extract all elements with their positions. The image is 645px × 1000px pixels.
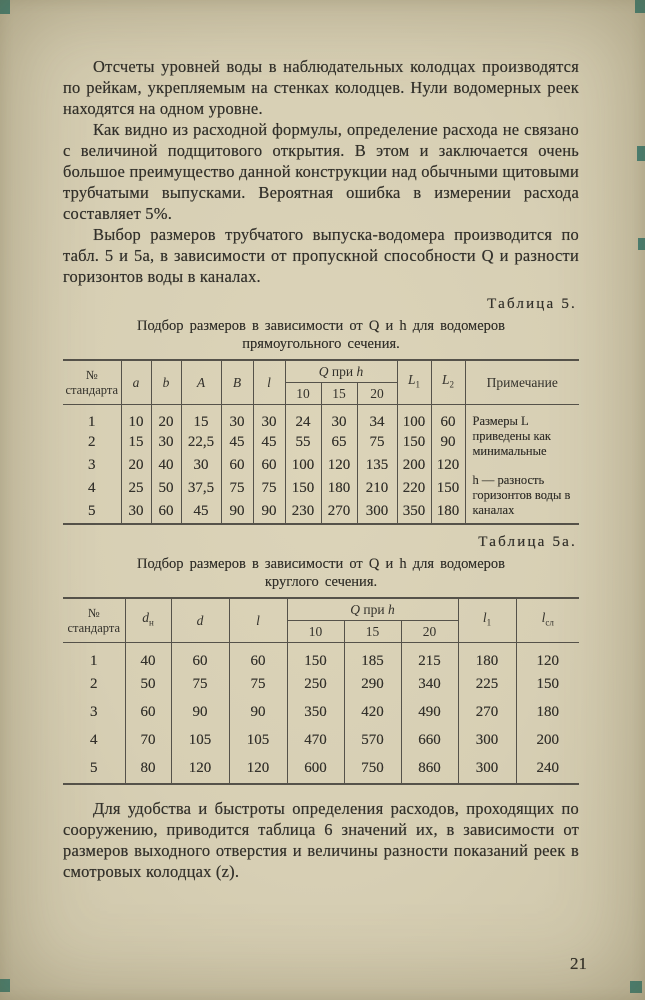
table-cell: 40 bbox=[151, 454, 181, 477]
paragraph: Выбор размеров трубчатого выпуска-водомера производится по табл. 5 и 5а, в зависимости от пропускной способности Q и разности горизонтов воды в каналах. bbox=[63, 225, 579, 286]
table-cell: 180 bbox=[321, 477, 357, 500]
table5a-head bbox=[63, 599, 579, 643]
col-header-B: B bbox=[221, 361, 253, 405]
col-header-q-group bbox=[285, 361, 397, 383]
caption-line: круглого сечения. bbox=[264, 573, 378, 590]
col-header-dn: $d_н$ bbox=[125, 599, 171, 643]
table-cell: 660 bbox=[401, 727, 458, 755]
table-cell: 75 bbox=[171, 671, 229, 699]
table-cell: 270 bbox=[458, 699, 516, 727]
table5-body bbox=[63, 405, 579, 524]
table-cell: 750 bbox=[344, 755, 401, 783]
table-cell: 75 bbox=[357, 431, 397, 454]
table-cell: 40 bbox=[125, 643, 171, 671]
table-cell: 250 bbox=[287, 671, 344, 699]
table-cell: 45 bbox=[221, 431, 253, 454]
col-header-A: A bbox=[181, 361, 221, 405]
table-cell: 37,5 bbox=[181, 477, 221, 500]
table-cell: 490 bbox=[401, 699, 458, 727]
table-cell: 3 bbox=[63, 454, 121, 477]
table-cell: 34 bbox=[357, 405, 397, 432]
h-symbol: h bbox=[356, 364, 364, 379]
table-cell: 150 bbox=[287, 643, 344, 671]
table-cell: 30 bbox=[253, 405, 285, 432]
table-cell: 420 bbox=[344, 699, 401, 727]
table5a-caption bbox=[63, 556, 579, 591]
page-number: 21 bbox=[570, 954, 587, 973]
col-header-l1: $l_1$ bbox=[458, 599, 516, 643]
table-cell: 1 bbox=[63, 643, 125, 671]
table-cell: 65 bbox=[321, 431, 357, 454]
table-cell: 30 bbox=[121, 500, 151, 523]
table-cell: 22,5 bbox=[181, 431, 221, 454]
q-symbol: Q bbox=[318, 364, 329, 379]
col-header-L1: $L_1$ bbox=[397, 361, 431, 405]
table-cell: 2 bbox=[63, 671, 125, 699]
table-cell: 4 bbox=[63, 727, 125, 755]
table-cell: 60 bbox=[125, 699, 171, 727]
paragraph: Отсчеты уровней воды в наблюдательных колодцах производятся по рейкам, укрепляемым на стенках колодцев. Нули водомерных реек находятся на одном уровне. bbox=[63, 57, 579, 118]
table-cell: 105 bbox=[171, 727, 229, 755]
table-cell: 300 bbox=[458, 727, 516, 755]
table-cell: 230 bbox=[285, 500, 321, 523]
col-header-b: b bbox=[151, 361, 181, 405]
caption-line: Подбор размеров в зависимости от Q и h для водомеров bbox=[136, 556, 506, 572]
table-row bbox=[63, 755, 579, 783]
table-cell: 100 bbox=[397, 405, 431, 432]
col-header-q20: 20 bbox=[357, 383, 397, 405]
caption-line: Подбор размеров в зависимости от Q и h для водомеров bbox=[136, 318, 506, 334]
table-cell: 120 bbox=[536, 652, 559, 669]
table5 bbox=[63, 359, 579, 525]
table-cell: 150 bbox=[397, 431, 431, 454]
table-cell: 120 bbox=[229, 755, 287, 783]
col-header-q15: 15 bbox=[344, 621, 401, 643]
table-cell: 120 bbox=[171, 755, 229, 783]
table-row bbox=[63, 405, 579, 432]
table-cell: 290 bbox=[344, 671, 401, 699]
col-header-l: l bbox=[253, 361, 285, 405]
table-note-cell bbox=[465, 405, 579, 524]
table-cell: 30 bbox=[221, 405, 253, 432]
table-cell: 60 bbox=[151, 500, 181, 523]
table-row bbox=[63, 643, 579, 671]
col-header-standard: № стандарта bbox=[63, 361, 121, 405]
note-text: h — разность горизонтов воды в каналах bbox=[472, 473, 571, 517]
closing-paragraph: Для удобства и быстроты определения расходов, проходящих по сооружению, приводится таблица 6 значений их, в зависимости от размеров выходного отверстия и величины разности показаний реек в смотровых колодцах (z). bbox=[63, 798, 579, 881]
table-cell: 90 bbox=[440, 434, 456, 450]
table5a-label: Таблица 5а. bbox=[478, 534, 577, 550]
scan-artifact bbox=[630, 981, 642, 993]
table-cell: 180 bbox=[536, 704, 559, 720]
table-cell: 4 bbox=[63, 477, 121, 500]
table-cell: 2 bbox=[63, 431, 121, 454]
table5-head bbox=[63, 361, 579, 405]
table-cell: 100 bbox=[285, 454, 321, 477]
table-cell: 60 bbox=[431, 405, 465, 432]
table-cell: 90 bbox=[229, 699, 287, 727]
table-cell: 75 bbox=[229, 671, 287, 699]
table-cell: 220 bbox=[397, 477, 431, 500]
col-header-a: a bbox=[121, 361, 151, 405]
table-cell: 15 bbox=[181, 405, 221, 432]
table-cell: 30 bbox=[181, 454, 221, 477]
table-cell: 60 bbox=[253, 454, 285, 477]
table-cell: 70 bbox=[125, 727, 171, 755]
table-cell: 24 bbox=[285, 405, 321, 432]
table5a bbox=[63, 597, 579, 785]
table-cell: 300 bbox=[357, 500, 397, 523]
q-symbol: Q bbox=[350, 602, 361, 617]
col-header-note: Примечание bbox=[465, 361, 579, 405]
col-header-standard: № стандарта bbox=[63, 599, 125, 643]
table-cell: 20 bbox=[151, 405, 181, 432]
table-cell: 5 bbox=[63, 755, 125, 783]
table-cell: 470 bbox=[287, 727, 344, 755]
col-header-lsl: $l_{сл}$ bbox=[516, 599, 579, 643]
col-header-q15: 15 bbox=[321, 383, 357, 405]
table-cell: 90 bbox=[171, 699, 229, 727]
table-cell: 25 bbox=[121, 477, 151, 500]
table-cell: 860 bbox=[401, 755, 458, 783]
table-cell: 5 bbox=[63, 500, 121, 523]
table-cell: 75 bbox=[221, 477, 253, 500]
table-cell: 185 bbox=[344, 643, 401, 671]
table-cell: 570 bbox=[344, 727, 401, 755]
table-cell: 50 bbox=[125, 671, 171, 699]
table-cell: 105 bbox=[229, 727, 287, 755]
table-cell: 340 bbox=[401, 671, 458, 699]
table-cell: 270 bbox=[321, 500, 357, 523]
table-cell: 90 bbox=[221, 500, 253, 523]
table-cell: 60 bbox=[171, 643, 229, 671]
table-cell: 80 bbox=[125, 755, 171, 783]
table-row bbox=[63, 727, 579, 755]
table-cell: 150 bbox=[536, 676, 559, 692]
q-prep: при bbox=[331, 364, 354, 379]
table-row bbox=[63, 671, 579, 699]
table-cell: 180 bbox=[436, 503, 460, 519]
table-cell: 15 bbox=[121, 431, 151, 454]
col-header-q10: 10 bbox=[285, 383, 321, 405]
table-cell: 300 bbox=[458, 755, 516, 783]
table-cell: 10 bbox=[121, 405, 151, 432]
table-cell: 150 bbox=[285, 477, 321, 500]
table-cell: 600 bbox=[287, 755, 344, 783]
table-cell: 45 bbox=[253, 431, 285, 454]
table-cell: 350 bbox=[287, 699, 344, 727]
scan-artifact bbox=[0, 979, 10, 992]
table-cell: 225 bbox=[458, 671, 516, 699]
table-cell: 120 bbox=[321, 454, 357, 477]
note-text: Размеры L приведены как минимальные bbox=[472, 414, 551, 458]
table-cell: 45 bbox=[181, 500, 221, 523]
table-cell: 210 bbox=[357, 477, 397, 500]
table-cell: 240 bbox=[536, 760, 559, 776]
table-cell: 200 bbox=[536, 732, 559, 748]
table-cell: 180 bbox=[458, 643, 516, 671]
paragraph: Как видно из расходной формулы, определение расхода не связано с величиной подщитового открытия. В этом и заключается очень большое преимущество данной конструкции над обычными щитовыми трубчатыми выпусками. Вероятная ошибка в измерении расхода составляет 5%. bbox=[63, 120, 579, 223]
table-cell: 215 bbox=[401, 643, 458, 671]
table-cell: 50 bbox=[151, 477, 181, 500]
col-header-q10: 10 bbox=[287, 621, 344, 643]
table-cell: 60 bbox=[221, 454, 253, 477]
table-cell: 90 bbox=[253, 500, 285, 523]
caption-line: прямоугольного сечения. bbox=[242, 335, 400, 352]
col-header-q-group bbox=[287, 599, 458, 621]
table-cell: 150 bbox=[436, 480, 460, 496]
table-cell: 120 bbox=[436, 457, 460, 473]
table-cell: 135 bbox=[357, 454, 397, 477]
table-cell: 1 bbox=[63, 405, 121, 432]
q-prep: при bbox=[363, 602, 385, 617]
table5-label: Таблица 5. bbox=[487, 296, 577, 312]
col-header-q20: 20 bbox=[401, 621, 458, 643]
col-header-L2: $L_2$ bbox=[431, 361, 465, 405]
table-cell: 30 bbox=[321, 405, 357, 432]
table-cell: 200 bbox=[397, 454, 431, 477]
table-cell: 3 bbox=[63, 699, 125, 727]
table-cell: 30 bbox=[151, 431, 181, 454]
col-header-d: d bbox=[171, 599, 229, 643]
table5-caption bbox=[63, 318, 579, 353]
table5a-body bbox=[63, 643, 579, 783]
h-symbol: h bbox=[387, 602, 395, 617]
col-header-l: l bbox=[229, 599, 287, 643]
table-cell: 20 bbox=[121, 454, 151, 477]
table-cell: 350 bbox=[397, 500, 431, 523]
table-cell: 60 bbox=[229, 643, 287, 671]
table-cell: 75 bbox=[253, 477, 285, 500]
table-row bbox=[63, 699, 579, 727]
table-cell: 55 bbox=[285, 431, 321, 454]
